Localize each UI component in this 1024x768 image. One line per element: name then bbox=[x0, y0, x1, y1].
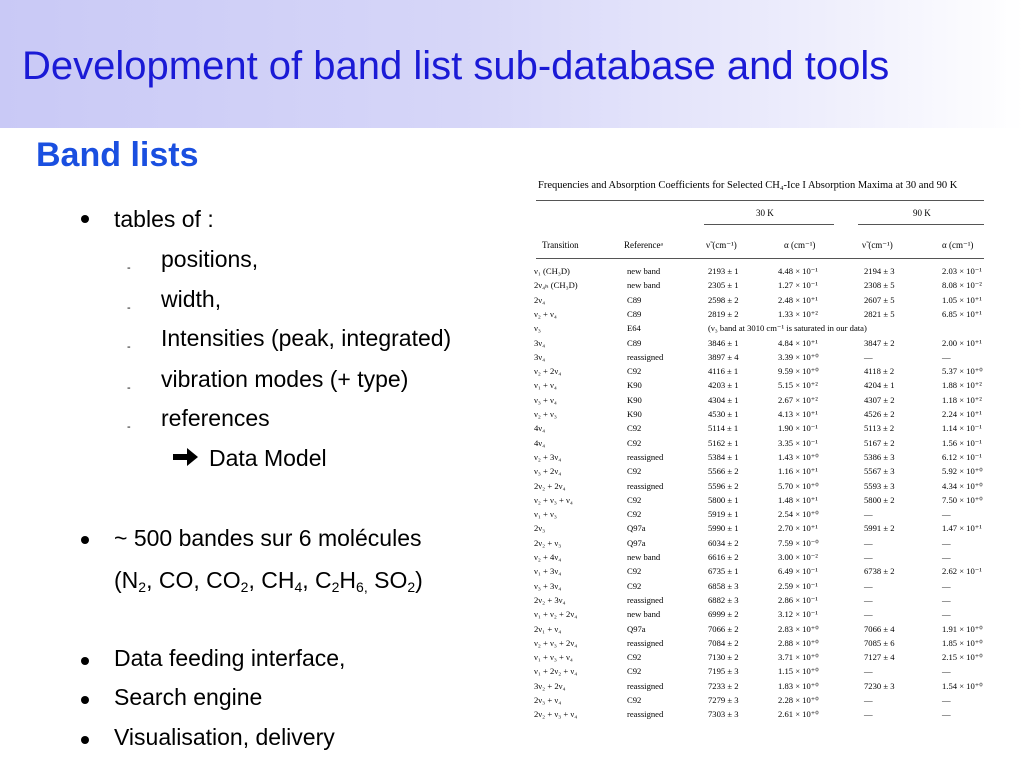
cell-reference: C89 bbox=[627, 308, 642, 319]
table-rule bbox=[536, 258, 984, 259]
cell-nu-30k: 5919 ± 1 bbox=[708, 509, 739, 520]
cell-nu-30k: 2598 ± 2 bbox=[708, 294, 739, 305]
header-reference: Referenceᵃ bbox=[624, 240, 663, 250]
cell-nu-90k: 3847 ± 2 bbox=[864, 337, 895, 348]
cell-alpha-30k: 4.48 × 10⁻¹ bbox=[778, 266, 818, 276]
cell-nu-30k: 4116 ± 1 bbox=[708, 366, 739, 377]
cell-transition: ν₁ + 2ν₂ + ν₄ bbox=[534, 666, 578, 677]
cell-reference: C92 bbox=[627, 566, 642, 577]
cell-alpha-30k: 2.28 × 10⁺⁰ bbox=[778, 695, 819, 705]
molecule-list: ($N_2$, CO, $CO_2$, $CH_4$, $C_2H_{6,}$ $SO_2$) bbox=[114, 567, 423, 595]
cell-nu-90k: — bbox=[864, 580, 873, 591]
cell-reference: reassigned bbox=[627, 709, 664, 720]
cell-alpha-90k: — bbox=[942, 552, 951, 562]
cell-reference: C92 bbox=[627, 666, 642, 677]
cell-alpha-90k: 1.56 × 10⁻¹ bbox=[942, 437, 982, 448]
sub-item-width: width, bbox=[161, 286, 222, 312]
cell-transition: ν₂ + ν₄ bbox=[534, 308, 557, 319]
cell-alpha-30k: 2.83 × 10⁺⁰ bbox=[778, 623, 819, 634]
cell-reference: new band bbox=[627, 552, 661, 562]
cell-transition: ν₂ + 3ν₄ bbox=[534, 451, 562, 462]
cell-alpha-90k: 4.34 × 10⁺⁰ bbox=[942, 480, 983, 491]
cell-alpha-30k: 1.43 × 10⁺⁰ bbox=[778, 451, 819, 462]
cell-reference: new band bbox=[627, 609, 661, 620]
cell-transition: ν₁ + ν₂ + 2ν₄ bbox=[534, 609, 578, 620]
cell-nu-90k: 2607 ± 5 bbox=[864, 294, 895, 305]
cell-nu-30k: 6858 ± 3 bbox=[708, 580, 739, 591]
cell-reference: Q97a bbox=[627, 623, 646, 634]
cell-alpha-30k: 3.00 × 10⁻² bbox=[778, 552, 818, 562]
bullet-bandes: ~ 500 bandes sur 6 molécules bbox=[114, 525, 422, 551]
cell-nu-30k: 7233 ± 2 bbox=[708, 680, 739, 691]
bullet-dot bbox=[81, 736, 89, 744]
cell-alpha-90k: 1.14 × 10⁻¹ bbox=[942, 423, 982, 434]
cell-transition: 2ν₂ + ν₃ + ν₄ bbox=[534, 709, 578, 720]
cell-alpha-90k: 2.62 × 10⁻¹ bbox=[942, 566, 982, 577]
cell-transition: 2ν₁ + ν₄ bbox=[534, 623, 562, 634]
cell-nu-30k: 3846 ± 1 bbox=[708, 337, 739, 348]
cell-nu-30k: 5990 ± 1 bbox=[708, 523, 739, 534]
cell-transition: ν₂ + 2ν₄ bbox=[534, 366, 562, 377]
cell-nu-30k: 5162 ± 1 bbox=[708, 437, 739, 448]
cell-transition: ν₂ + ν₃ + 2ν₄ bbox=[534, 637, 578, 648]
cell-alpha-90k: — bbox=[942, 666, 951, 677]
cell-nu-90k: 6738 ± 2 bbox=[864, 566, 895, 577]
cell-alpha-90k: 6.85 × 10⁺¹ bbox=[942, 308, 982, 319]
dash-marker: - bbox=[127, 262, 131, 274]
sub-item-references: references bbox=[161, 405, 270, 431]
bullet-dot bbox=[81, 657, 89, 665]
cell-alpha-30k: 1.15 × 10⁺⁰ bbox=[778, 666, 819, 677]
cell-reference: C92 bbox=[627, 509, 642, 520]
header-transition: Transition bbox=[542, 240, 579, 250]
cell-reference: reassigned bbox=[627, 351, 664, 362]
cell-alpha-30k: 2.59 × 10⁻¹ bbox=[778, 580, 818, 591]
cell-reference: C89 bbox=[627, 337, 642, 348]
cell-alpha-30k: 2.70 × 10⁺¹ bbox=[778, 523, 818, 534]
cell-alpha-30k: 2.61 × 10⁺⁰ bbox=[778, 709, 819, 720]
cell-alpha-30k: 1.16 × 10⁺¹ bbox=[778, 466, 818, 477]
cell-alpha-30k: 4.84 × 10⁺¹ bbox=[778, 337, 818, 348]
cell-transition: ν₁ + ν₄ bbox=[534, 380, 557, 391]
cell-alpha-30k: 1.33 × 10⁺² bbox=[778, 308, 818, 319]
cell-nu-30k: 5800 ± 1 bbox=[708, 494, 739, 505]
cell-alpha-30k: 1.27 × 10⁻¹ bbox=[778, 280, 818, 291]
cell-nu-30k: 6882 ± 3 bbox=[708, 594, 739, 605]
cell-nu-90k: 2308 ± 5 bbox=[864, 280, 895, 291]
cell-alpha-30k: 3.12 × 10⁻¹ bbox=[778, 609, 818, 620]
cell-nu-30k: 4530 ± 1 bbox=[708, 409, 739, 419]
arrow-right-icon bbox=[173, 447, 199, 467]
cell-transition: 3ν₄ bbox=[534, 351, 546, 362]
bullet-dot bbox=[81, 696, 89, 704]
cell-alpha-90k: — bbox=[942, 594, 951, 605]
cell-transition: 4ν₄ bbox=[534, 423, 546, 434]
cell-nu-90k: 5386 ± 3 bbox=[864, 451, 895, 462]
cell-alpha-90k: — bbox=[942, 580, 951, 591]
cell-alpha-90k: 2.03 × 10⁻¹ bbox=[942, 266, 982, 276]
cell-alpha-30k: 1.48 × 10⁺¹ bbox=[778, 494, 818, 505]
cell-nu-90k: — bbox=[864, 709, 873, 720]
cell-reference: K90 bbox=[627, 380, 642, 391]
cell-alpha-30k: 5.15 × 10⁺² bbox=[778, 380, 818, 391]
header-90k: 90 K bbox=[913, 208, 931, 218]
cell-nu-90k: 5800 ± 2 bbox=[864, 494, 895, 505]
cell-reference: new band bbox=[627, 280, 661, 291]
cell-nu-90k: 4307 ± 2 bbox=[864, 394, 895, 405]
header-nu-30k: ν̃ (cm⁻¹) bbox=[706, 240, 737, 250]
cell-nu-90k: 7066 ± 4 bbox=[864, 623, 895, 634]
cell-transition: ν₁ + ν₃ bbox=[534, 509, 557, 520]
cell-nu-90k: 7127 ± 4 bbox=[864, 652, 895, 663]
cell-nu-30k: 7279 ± 3 bbox=[708, 695, 739, 705]
header-nu-90k: ν̃ (cm⁻¹) bbox=[862, 240, 893, 250]
cell-alpha-90k: — bbox=[942, 509, 951, 520]
cell-nu-90k: — bbox=[864, 537, 873, 548]
cell-nu-30k: 6034 ± 2 bbox=[708, 537, 739, 548]
cell-alpha-90k: — bbox=[942, 537, 951, 548]
cell-alpha-30k: 2.67 × 10⁺² bbox=[778, 394, 818, 405]
cell-reference: C92 bbox=[627, 580, 642, 591]
cell-nu-30k: 4203 ± 1 bbox=[708, 380, 739, 391]
cell-alpha-30k: 3.39 × 10⁺⁰ bbox=[778, 351, 819, 362]
cell-reference: C92 bbox=[627, 466, 642, 477]
cell-transition: ν₃ + 3ν₄ bbox=[534, 580, 562, 591]
cell-nu-30k: 2193 ± 1 bbox=[708, 266, 739, 276]
cell-alpha-90k: 7.50 × 10⁺⁰ bbox=[942, 494, 983, 505]
cell-transition: ν₃ + 2ν₄ bbox=[534, 466, 562, 477]
cell-alpha-30k: 5.70 × 10⁺⁰ bbox=[778, 480, 819, 491]
cell-alpha-90k: 5.37 × 10⁺⁰ bbox=[942, 366, 983, 377]
bullet-search-engine: Search engine bbox=[114, 684, 263, 710]
cell-nu-90k: 7085 ± 6 bbox=[864, 637, 895, 648]
cell-nu-30k: 2819 ± 2 bbox=[708, 308, 739, 319]
cell-nu-90k: — bbox=[864, 695, 873, 705]
cell-transition: ν₃ + ν₄ bbox=[534, 394, 557, 405]
cell-reference: E64 bbox=[627, 323, 641, 334]
table-rule bbox=[536, 200, 984, 201]
cell-reference: C92 bbox=[627, 366, 642, 377]
cell-transition: 2ν₂ + 3ν₄ bbox=[534, 594, 566, 605]
cell-reference: C92 bbox=[627, 437, 642, 448]
data-model-label: Data Model bbox=[209, 445, 327, 471]
cell-nu-30k: (ν₃ band at 3010 cm⁻¹ is saturated in our data) bbox=[708, 323, 867, 334]
cell-alpha-30k: 1.90 × 10⁻¹ bbox=[778, 423, 818, 434]
cell-transition: 4ν₄ bbox=[534, 437, 546, 448]
dash-marker: - bbox=[127, 421, 131, 433]
cell-nu-90k: — bbox=[864, 666, 873, 677]
cell-nu-30k: 6735 ± 1 bbox=[708, 566, 739, 577]
cell-alpha-90k: 1.91 × 10⁺⁰ bbox=[942, 623, 983, 634]
cell-alpha-30k: 2.54 × 10⁺⁰ bbox=[778, 509, 819, 520]
cell-transition: 2ν₄ₕ (CH₃D) bbox=[534, 280, 578, 291]
cell-reference: reassigned bbox=[627, 637, 664, 648]
cell-nu-90k: 4204 ± 1 bbox=[864, 380, 895, 391]
cell-nu-90k: — bbox=[864, 351, 873, 362]
cell-transition: 2ν₃ bbox=[534, 523, 546, 534]
cell-transition: ν₃ bbox=[534, 323, 541, 334]
section-heading: Band lists bbox=[36, 136, 199, 174]
cell-alpha-30k: 2.86 × 10⁻¹ bbox=[778, 594, 818, 605]
cell-alpha-90k: 1.05 × 10⁺¹ bbox=[942, 294, 982, 305]
cell-transition: 3ν₄ bbox=[534, 337, 546, 348]
cell-nu-90k: 2194 ± 3 bbox=[864, 266, 895, 276]
cell-nu-30k: 7066 ± 2 bbox=[708, 623, 739, 634]
cell-alpha-30k: 9.59 × 10⁺⁰ bbox=[778, 366, 819, 377]
cell-nu-90k: — bbox=[864, 609, 873, 620]
cell-nu-30k: 6999 ± 2 bbox=[708, 609, 739, 620]
cell-alpha-90k: 5.92 × 10⁺⁰ bbox=[942, 466, 983, 477]
band-table-image bbox=[532, 178, 986, 726]
sub-item-positions: positions, bbox=[161, 246, 259, 272]
cell-nu-90k: 5167 ± 2 bbox=[864, 437, 895, 448]
cell-reference: C92 bbox=[627, 423, 642, 434]
cell-alpha-90k: 1.18 × 10⁺² bbox=[942, 394, 982, 405]
cell-alpha-30k: 2.88 × 10⁺⁰ bbox=[778, 637, 819, 648]
bullet-data-feeding: Data feeding interface, bbox=[114, 645, 346, 671]
dash-marker: - bbox=[127, 341, 131, 353]
cell-alpha-30k: 7.59 × 10⁻⁰ bbox=[778, 537, 819, 548]
header-alpha-90k: α (cm⁻¹) bbox=[942, 240, 974, 250]
cell-nu-90k: 4118 ± 2 bbox=[864, 366, 895, 377]
cell-reference: reassigned bbox=[627, 451, 664, 462]
bullet-dot bbox=[81, 215, 89, 223]
cell-reference: Q97a bbox=[627, 523, 646, 534]
cell-transition: ν₁ + 3ν₄ bbox=[534, 566, 562, 577]
header-alpha-30k: α (cm⁻¹) bbox=[784, 240, 816, 250]
cell-nu-30k: 5566 ± 2 bbox=[708, 466, 739, 477]
bullet-visualisation: Visualisation, delivery bbox=[114, 724, 335, 750]
cell-alpha-30k: 1.83 × 10⁺⁰ bbox=[778, 680, 819, 691]
cell-nu-30k: 3897 ± 4 bbox=[708, 351, 739, 362]
cell-alpha-90k: 8.08 × 10⁻² bbox=[942, 280, 982, 291]
cell-reference: C89 bbox=[627, 294, 642, 305]
cell-nu-90k: 4526 ± 2 bbox=[864, 409, 895, 419]
cell-nu-90k: 7230 ± 3 bbox=[864, 680, 895, 691]
cell-nu-30k: 7303 ± 3 bbox=[708, 709, 739, 720]
cell-transition: ν₂ + ν₃ + ν₄ bbox=[534, 494, 573, 505]
cell-transition: 2ν₃ + ν₄ bbox=[534, 695, 562, 705]
cell-reference: K90 bbox=[627, 409, 642, 419]
cell-transition: 3ν₂ + 2ν₄ bbox=[534, 680, 566, 691]
cell-alpha-90k: 6.12 × 10⁻¹ bbox=[942, 451, 982, 462]
sub-item-intensities: Intensities (peak, integrated) bbox=[161, 325, 452, 351]
cell-nu-90k: 5991 ± 2 bbox=[864, 523, 895, 534]
cell-nu-90k: 5113 ± 2 bbox=[864, 423, 895, 434]
cell-reference: C92 bbox=[627, 494, 642, 505]
cell-transition: 2ν₄ bbox=[534, 294, 546, 305]
cell-transition: ν₁ (CH₃D) bbox=[534, 266, 570, 276]
table-caption: Frequencies and Absorption Coefficients for Selected CH₄-Ice I Absorption Maxima at 30 and 90 K bbox=[538, 180, 958, 191]
cell-reference: new band bbox=[627, 266, 661, 276]
group-rule-90k bbox=[858, 224, 984, 225]
bullet-tables: tables of : bbox=[114, 206, 214, 232]
cell-alpha-30k: 3.71 × 10⁺⁰ bbox=[778, 652, 819, 663]
cell-reference: reassigned bbox=[627, 594, 664, 605]
cell-nu-30k: 7084 ± 2 bbox=[708, 637, 739, 648]
cell-alpha-30k: 3.35 × 10⁻¹ bbox=[778, 437, 818, 448]
cell-alpha-90k: 1.88 × 10⁺² bbox=[942, 380, 982, 391]
cell-alpha-90k: 1.47 × 10⁺¹ bbox=[942, 523, 982, 534]
bullet-dot bbox=[81, 536, 89, 544]
cell-nu-30k: 7195 ± 3 bbox=[708, 666, 739, 677]
slide-title: Development of band list sub-database and tools bbox=[22, 44, 890, 88]
cell-reference: Q97a bbox=[627, 537, 646, 548]
cell-alpha-90k: 1.54 × 10⁺⁰ bbox=[942, 680, 983, 691]
cell-nu-90k: — bbox=[864, 594, 873, 605]
cell-nu-90k: 2821 ± 5 bbox=[864, 308, 895, 319]
cell-transition: ν₂ + 4ν₄ bbox=[534, 552, 562, 562]
cell-alpha-90k: — bbox=[942, 709, 951, 720]
cell-nu-30k: 5114 ± 1 bbox=[708, 423, 739, 434]
cell-nu-90k: 5567 ± 3 bbox=[864, 466, 895, 477]
group-rule-30k bbox=[704, 224, 834, 225]
cell-reference: K90 bbox=[627, 394, 642, 405]
cell-alpha-90k: 2.00 × 10⁺¹ bbox=[942, 337, 982, 348]
cell-nu-30k: 2305 ± 1 bbox=[708, 280, 739, 291]
cell-transition: ν₂ + ν₃ bbox=[534, 409, 557, 419]
cell-nu-90k: — bbox=[864, 509, 873, 520]
cell-reference: reassigned bbox=[627, 680, 664, 691]
cell-nu-30k: 4304 ± 1 bbox=[708, 394, 739, 405]
cell-alpha-90k: 2.15 × 10⁺⁰ bbox=[942, 652, 983, 663]
cell-alpha-90k: — bbox=[942, 609, 951, 620]
cell-alpha-30k: 2.48 × 10⁺¹ bbox=[778, 294, 818, 305]
sub-item-vibration-modes: vibration modes (+ type) bbox=[161, 366, 409, 392]
cell-alpha-90k: 2.24 × 10⁺¹ bbox=[942, 409, 982, 419]
cell-nu-30k: 6616 ± 2 bbox=[708, 552, 739, 562]
header-30k: 30 K bbox=[756, 208, 774, 218]
cell-transition: 2ν₂ + 2ν₄ bbox=[534, 480, 566, 491]
cell-reference: C92 bbox=[627, 695, 642, 705]
cell-nu-90k: 5593 ± 3 bbox=[864, 480, 895, 491]
cell-alpha-90k: 1.85 × 10⁺⁰ bbox=[942, 637, 983, 648]
cell-alpha-30k: 4.13 × 10⁺¹ bbox=[778, 409, 818, 419]
dash-marker: - bbox=[127, 302, 131, 314]
cell-alpha-90k: — bbox=[942, 351, 951, 362]
cell-transition: 2ν₂ + ν₃ bbox=[534, 537, 562, 548]
dash-marker: - bbox=[127, 382, 131, 394]
cell-nu-30k: 5596 ± 2 bbox=[708, 480, 739, 491]
cell-alpha-90k: — bbox=[942, 695, 951, 705]
cell-transition: ν₁ + ν₃ + ν₄ bbox=[534, 652, 573, 663]
cell-reference: C92 bbox=[627, 652, 642, 663]
cell-nu-30k: 5384 ± 1 bbox=[708, 451, 739, 462]
cell-reference: reassigned bbox=[627, 480, 664, 491]
cell-alpha-30k: 6.49 × 10⁻¹ bbox=[778, 566, 818, 577]
cell-nu-90k: — bbox=[864, 552, 873, 562]
cell-nu-30k: 7130 ± 2 bbox=[708, 652, 739, 663]
